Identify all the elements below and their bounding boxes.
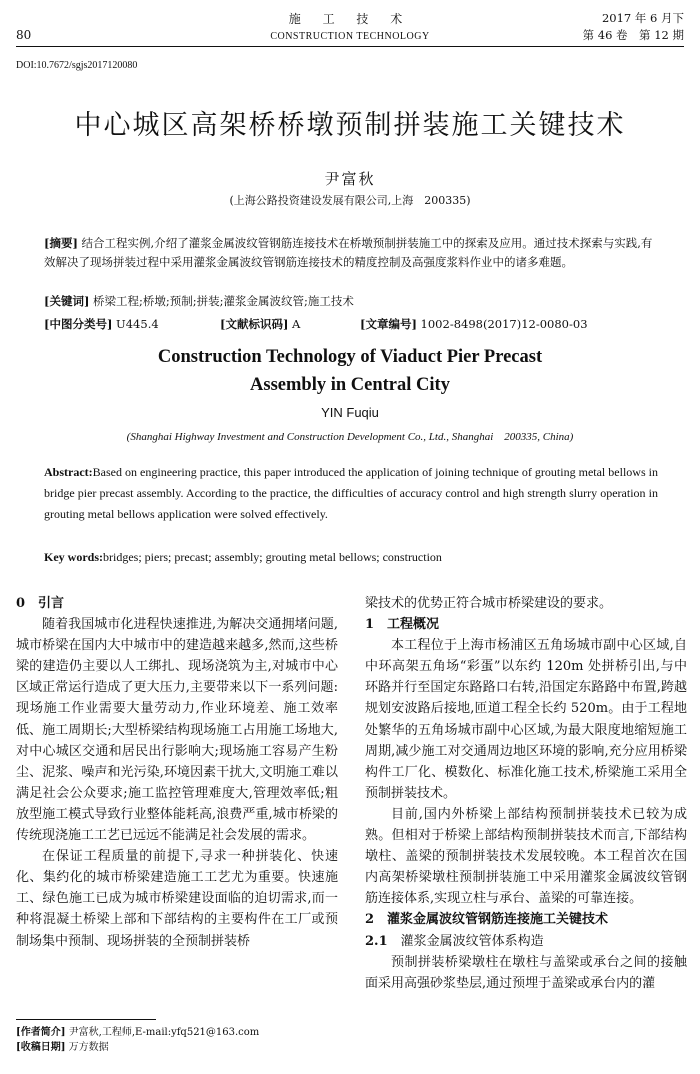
footnote-received-text: 万方数据	[65, 1042, 109, 1053]
keywords-en-label: Key words:	[44, 550, 103, 564]
section-0-heading: 0 引言	[16, 596, 65, 611]
keywords-en-text: bridges; piers; precast; assembly; grouting metal bellows; construction	[103, 550, 442, 564]
section-0-paragraph-1: 随着我国城市化进程快速推进,为解决交通拥堵问题,城市桥梁在国内大中城市中的建造越来越多,然而,这些桥梁的建造仍主要以人工绑扎、现场浇筑为主,对城市中心区域正常运行造成了更大压力,主要带来以下一系列问题:现场施工作业需要大量劳动力,作业环境差、施工效率低、施工周期长;大型桥梁结构现场施工占用施工场地大,对中心城区交通和居民出行影响大;现场施工容易产生粉尘、泥浆、噪声和光污染,环境因素干扰大,文明施工难以满足社会公众要求;施工监控管理难度大,管理效率低;粗放型施工模式导致行业整体能耗高,浪费严重,城市桥梁的传统现浇施工工艺已远远不能满足社会发展的需求。	[16, 617, 338, 844]
footnote-author-label: [作者简介]	[16, 1027, 66, 1038]
body-column-right	[365, 593, 687, 994]
clc-label: [中图分类号]	[44, 317, 113, 331]
affiliation-en: (Shanghai Highway Investment and Construction Development Co., Ltd., Shanghai 200335, China)	[126, 431, 574, 443]
body-column-left	[16, 593, 338, 952]
abstract-zh	[44, 234, 658, 272]
article-number	[360, 316, 588, 332]
issue-date: 2017 年 6 月下	[601, 11, 684, 25]
article-value: 1002-8498(2017)12-0080-03	[416, 317, 588, 331]
section-2-1-number: 2.1	[365, 933, 388, 949]
paper-title-en-line2: Assembly in Central City	[250, 375, 450, 395]
article-label: [文章编号]	[360, 317, 417, 331]
section-2-1-title: 灌浆金属波纹管体系构造	[387, 933, 544, 949]
journal-name-zh: 施 工 技 术	[288, 12, 412, 26]
section-2-heading: 2 灌浆金属波纹管钢筋连接施工关键技术	[365, 912, 609, 928]
section-2-1-heading	[365, 931, 687, 952]
abstract-en-label: Abstract:	[44, 465, 93, 479]
doc-value: A	[288, 317, 301, 331]
doc-code	[220, 316, 300, 332]
abstract-en-text: Based on engineering practice, this paper introduced the application of joining technique of grouting metal bellows in bridge pier precast assembly. According to the practice, the difficulties of accuracy control and high strength slurry operation in grouting metal bellows application were solved effectively.	[44, 465, 658, 521]
clc-code	[44, 316, 159, 332]
abstract-en	[44, 462, 658, 525]
footnote-rule	[16, 1019, 156, 1020]
keywords-zh	[44, 293, 658, 309]
paper-title-en-line1: Construction Technology of Viaduct Pier Precast	[157, 347, 543, 367]
footnote-received	[16, 1040, 259, 1055]
section-0-paragraph-2: 在保证工程质量的前提下,寻求一种拼装化、快速化、集约化的城市桥梁建造施工工艺尤为重要。快速施工、绿色施工已成为城市桥梁建设面临的迫切需求,而一种将混凝土桥梁上部和下部结构的主要构件在工厂或预制场集中预制、现场拼装的全预制拼装桥	[16, 849, 338, 949]
section-1-paragraph-2: 目前,国内外桥梁上部结构预制拼装技术已较为成熟。但相对于桥梁上部结构预制拼装技术而言,下部结构墩柱、盖梁的预制拼装技术发展较晚。本工程首次在国内高架桥梁墩柱预制拼装施工中采用灌浆金属波纹管钢筋连接体系,实现立柱与承台、盖梁的可靠连接。	[365, 806, 687, 907]
doc-label: [文献标识码]	[220, 317, 289, 331]
journal-name-en: CONSTRUCTION TECHNOLOGY	[270, 31, 430, 42]
keywords-en	[44, 550, 658, 565]
keywords-zh-text: 桥梁工程;桥墩;预制;拼装;灌浆金属波纹管;施工技术	[89, 294, 354, 308]
author-en: YIN Fuqiu	[321, 405, 379, 420]
abstract-zh-label: [摘要]	[44, 236, 78, 250]
footnote	[16, 1025, 259, 1055]
section-2-1-paragraph-1: 预制拼装桥梁墩柱在墩柱与盖梁或承台之间的接触面采用高强砂浆垫层,通过预埋于盖梁或承台内的灌	[365, 954, 687, 991]
keywords-zh-label: [关键词]	[44, 294, 90, 308]
doi: DOI:10.7672/sgjs2017120080	[16, 60, 138, 71]
footnote-received-label: [收稿日期]	[16, 1042, 66, 1053]
footnote-author-text: 尹富秋,工程师,E-mail:yfq521@163.com	[65, 1027, 260, 1038]
clc-value: U445.4	[112, 317, 159, 331]
issue-info	[583, 10, 684, 44]
footnote-author	[16, 1025, 259, 1040]
abstract-zh-text: 结合工程实例,介绍了灌浆金属波纹管钢筋连接技术在桥墩预制拼装施工中的探索及应用。通过技术探索与实践,有效解决了现场拼装过程中采用灌浆金属波纹管钢筋连接技术的精度控制及高强度浆料作业中的诸多难题。	[44, 236, 653, 269]
section-0-continuation: 梁技术的优势正符合城市桥梁建设的要求。	[365, 596, 613, 611]
affiliation-zh: (上海公路投资建设发展有限公司,上海 200335)	[229, 194, 471, 207]
section-1-paragraph-1: 本工程位于上海市杨浦区五角场城市副中心区域,自中环高架五角场“彩蛋”以东约 120m 处拼桥引出,与中环路并行至国定东路路口右转,沿国定东路路中布置,跨越规划安波路后接地,匝道工程全长约 520m。由于工程地处繁华的五角场城市副中心区域,为最大限度地缩短施工周期,减少施工对交通周边地区环境的影响,充分应用桥梁构件工厂化、模数化、标准化施工技术,桥梁施工采用全预制拼装技术。	[365, 638, 687, 801]
paper-title-en	[0, 343, 700, 399]
issue-volume: 第 46 卷 第 12 期	[582, 28, 684, 42]
section-1-heading: 1 工程概况	[365, 617, 440, 633]
page-number: 80	[16, 28, 32, 42]
author-zh: 尹富秋	[324, 170, 376, 188]
paper-title-zh: 中心城区高架桥桥墩预制拼装施工关键技术	[74, 110, 626, 141]
header-rule	[16, 46, 684, 47]
